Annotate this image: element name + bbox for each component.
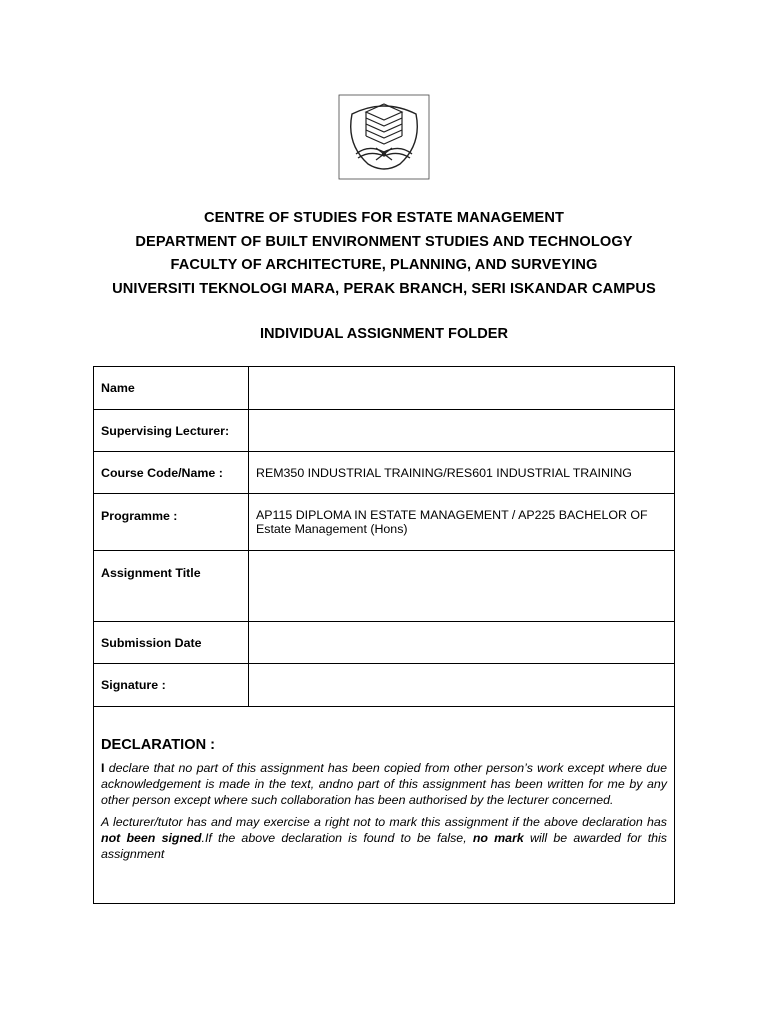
submission-date-field[interactable] <box>249 622 675 664</box>
declaration-paragraph-1 <box>101 760 667 808</box>
declaration-text-2e: will be awarded for this assignment <box>101 831 667 861</box>
row-lecturer <box>94 410 675 452</box>
submission-date-label: Submission Date <box>94 622 249 664</box>
signature-field[interactable] <box>249 664 675 707</box>
heading-centre: CENTRE OF STUDIES FOR ESTATE MANAGEMENT <box>203 210 565 226</box>
assignment-title-label: Assignment Title <box>94 551 249 622</box>
row-submission-date <box>94 622 675 664</box>
programme-value-line2: Estate Management (Hons) <box>256 522 408 536</box>
lecturer-field[interactable] <box>249 410 675 452</box>
declaration-box <box>94 707 675 904</box>
name-label: Name <box>94 367 249 410</box>
lecturer-label: Supervising Lecturer: <box>94 410 249 452</box>
programme-field[interactable] <box>249 494 675 551</box>
declaration-no-mark: no mark <box>472 831 524 845</box>
declaration-lead: I <box>101 761 105 775</box>
heading-department: DEPARTMENT OF BUILT ENVIRONMENT STUDIES AND TECHNOLOGY <box>135 233 633 250</box>
row-assignment-title <box>94 551 675 622</box>
name-field[interactable] <box>249 367 675 410</box>
row-declaration <box>94 707 675 904</box>
assignment-form-table <box>93 366 675 904</box>
institution-headings <box>0 207 768 301</box>
declaration-not-signed: not been signed <box>101 831 202 845</box>
heading-university: UNIVERSITI TEKNOLOGI MARA, PERAK BRANCH, SERI ISKANDAR CAMPUS <box>112 280 656 297</box>
declaration-text-2c: .If the above declaration is found to be false, <box>201 831 473 845</box>
row-name <box>94 367 675 410</box>
declaration-heading: DECLARATION : <box>101 737 216 753</box>
heading-faculty: FACULTY OF ARCHITECTURE, PLANNING, AND SURVEYING <box>170 257 598 273</box>
declaration-text-2a: A lecturer/tutor has and may exercise a right not to mark this assignment if the above declaration has <box>101 815 667 829</box>
declaration-text-1: declare that no part of this assignment has been copied from other person’s work except where due acknowledgement is made in the text, andno part of this assignment has been written for me by any other person except where such collaboration has been authorised by the lecturer concerned. <box>101 761 667 807</box>
course-label: Course Code/Name : <box>94 452 249 494</box>
programme-label: Programme : <box>94 494 249 551</box>
assignment-title-field[interactable] <box>249 551 675 622</box>
programme-value-line1: AP115 DIPLOMA IN ESTATE MANAGEMENT / AP225 BACHELOR OF <box>256 508 648 522</box>
document-title: INDIVIDUAL ASSIGNMENT FOLDER <box>259 326 509 342</box>
university-crest-icon <box>338 94 430 180</box>
row-signature <box>94 664 675 707</box>
course-field[interactable]: REM350 INDUSTRIAL TRAINING/RES601 INDUSTRIAL TRAINING <box>249 452 675 494</box>
row-programme <box>94 494 675 551</box>
signature-label: Signature : <box>94 664 249 707</box>
row-course <box>94 452 675 494</box>
declaration-paragraph-2 <box>101 814 667 862</box>
